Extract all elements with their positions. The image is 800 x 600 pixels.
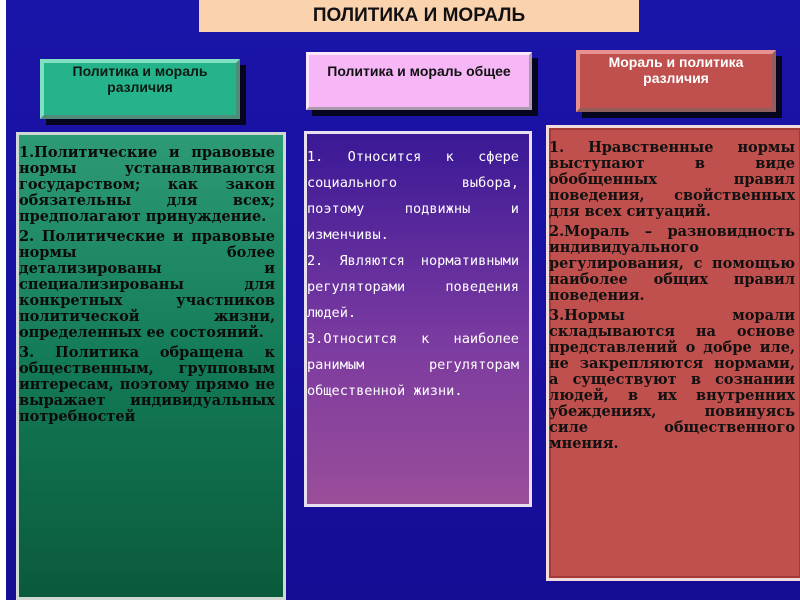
header-politics-moral-common: Политика и мораль общее (306, 52, 532, 110)
red-item-2: 2.Мораль – разновидность индивидуального регулирования, с помощью наиболее общих правил поведения. (549, 223, 795, 304)
slide (6, 0, 800, 600)
red-column (546, 125, 800, 581)
red-item-3: 3.Нормы морали складываются на основе представлений о добре иле, не закрепляются нормами, а существуют в сознании людей, в их внутренних убеждениях, повинуясь силе общественного мнения. (549, 307, 795, 452)
header-moral-politics-differences: Мораль и политика различия (576, 50, 776, 112)
green-item-3: 3. Политика обращена к общественным, групповым интересам, поэтому прямо не выражает индивидуальных потребностей (19, 344, 275, 425)
green-item-2: 2. Политические и правовые нормы более детализированы и специализированы для конкретных участников политической жизни, определенных ее состояний. (19, 228, 275, 341)
green-column (16, 132, 286, 600)
header-politics-moral-differences: Политика и мораль различия (40, 59, 240, 119)
purple-item-2: 2. Являются нормативными регуляторами поведения людей. (307, 253, 519, 321)
purple-item-1: 1. Относится к сфере социального выбора, поэтому подвижны и изменчивы. (307, 149, 519, 243)
red-item-1: 1. Нравственные нормы выступают в виде обобщенных правил поведения, свойственных для всех ситуаций. (549, 139, 795, 220)
purple-item-3: 3.Относится к наиболее ранимым регуляторам общественной жизни. (307, 331, 519, 399)
purple-column (304, 131, 532, 507)
slide-title: ПОЛИТИКА И МОРАЛЬ (199, 0, 639, 32)
green-item-1: 1.Политические и правовые нормы устанавливаются государством; как закон обязательны для всех; предполагают принуждение. (19, 144, 275, 225)
